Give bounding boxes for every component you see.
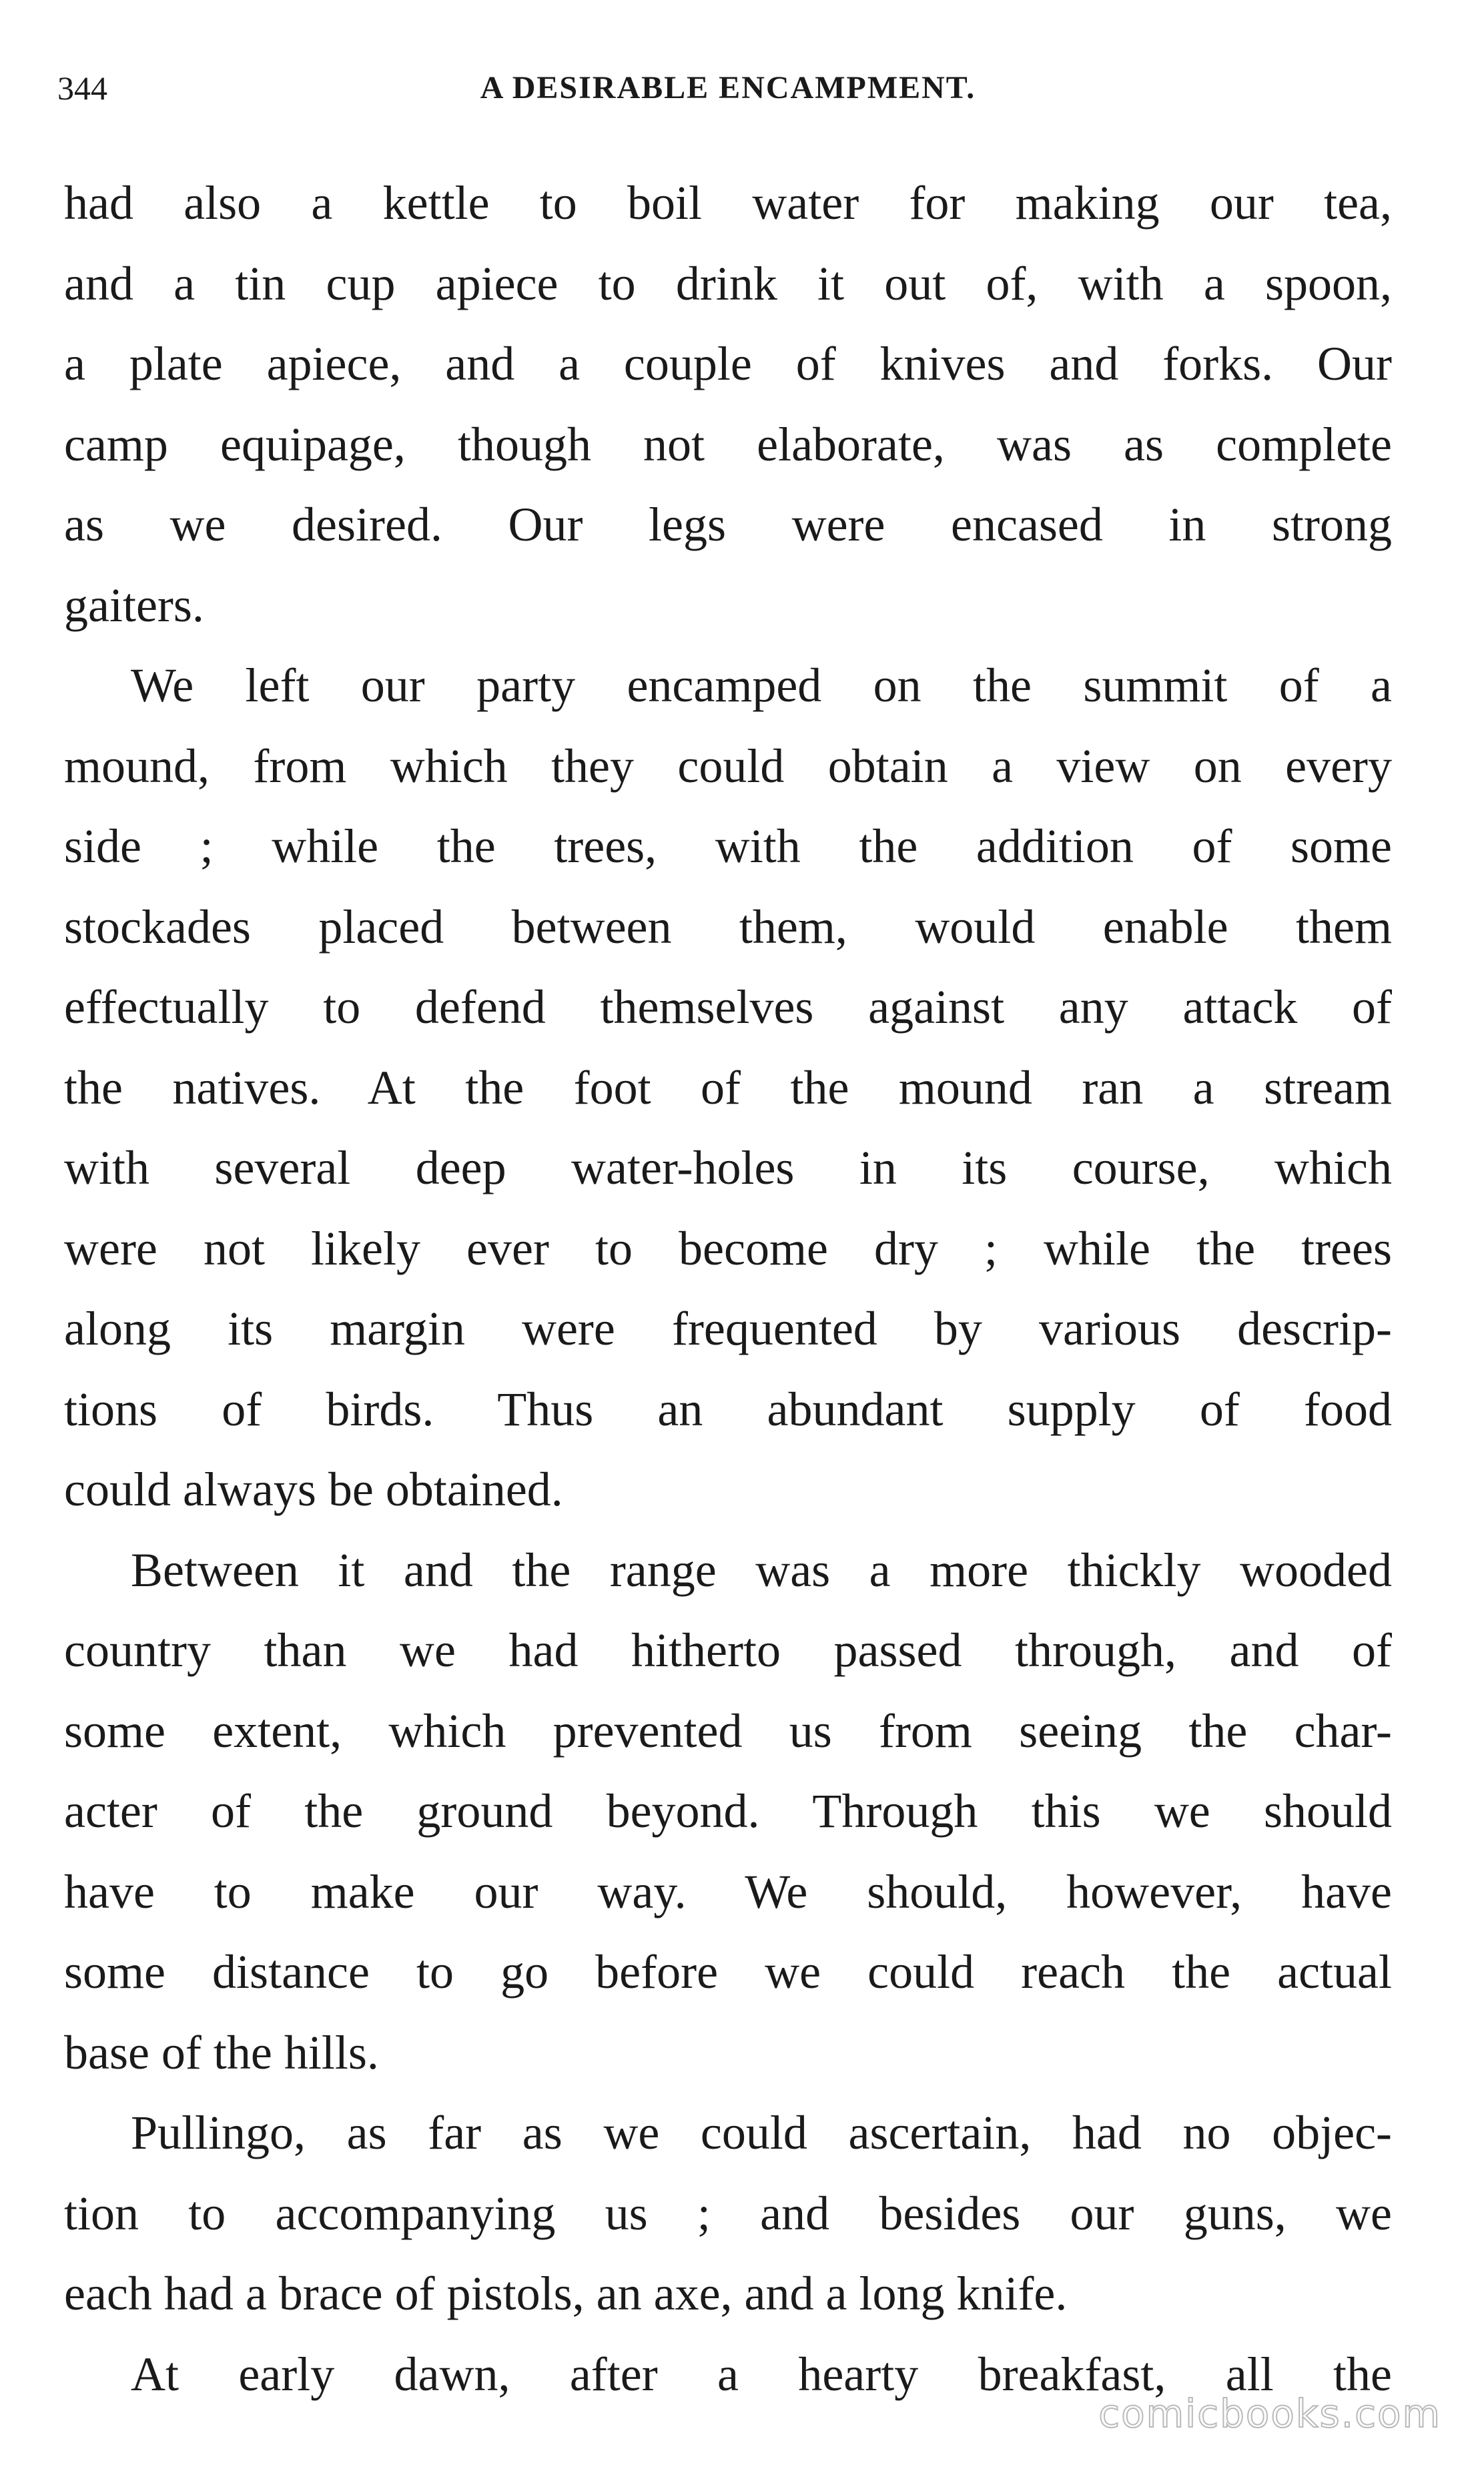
page-header [57, 61, 1399, 115]
text-line: We left our party encamped on the summit of a [131, 659, 1392, 712]
text-line: acter of the ground beyond. Through this we should [64, 1784, 1392, 1838]
text-line: camp equipage, though not elaborate, was as complete [64, 417, 1392, 471]
text-line: At early dawn, after a hearty breakfast, all the [131, 2347, 1392, 2401]
text-line: could always be obtained. [64, 1463, 563, 1516]
body-text [64, 163, 1392, 2414]
text-line: stockades placed between them, would enable them [64, 900, 1392, 954]
page-number: 344 [57, 69, 107, 107]
text-line: some extent, which prevented us from seeing the char- [64, 1704, 1392, 1758]
text-line: with several deep water-holes in its course, which [64, 1141, 1392, 1194]
text-line: and a tin cup apiece to drink it out of, with a spoon, [64, 256, 1392, 310]
watermark: comicbooks.com [1098, 2391, 1441, 2436]
text-line: have to make our way. We should, however, have [64, 1864, 1392, 1918]
paragraph [64, 645, 1392, 1530]
text-line: Pullingo, as far as we could ascertain, had no objec- [131, 2106, 1392, 2159]
text-line: mound, from which they could obtain a view on every [64, 739, 1392, 793]
text-line: Between it and the range was a more thickly wooded [131, 1543, 1392, 1597]
paragraph [64, 1530, 1392, 2093]
text-line: a plate apiece, and a couple of knives and forks. Our [64, 337, 1392, 390]
text-line: side ; while the trees, with the addition of some [64, 819, 1392, 873]
text-line: effectually to defend themselves against any attack of [64, 980, 1392, 1034]
text-line: country than we had hitherto passed through, and of [64, 1624, 1392, 1677]
text-line: base of the hills. [64, 2025, 379, 2079]
text-line: as we desired. Our legs were encased in strong [64, 498, 1392, 551]
text-line: some distance to go before we could reach the actual [64, 1945, 1392, 1999]
text-line: had also a kettle to boil water for making our tea, [64, 176, 1392, 230]
text-line: the natives. At the foot of the mound ran a stream [64, 1060, 1392, 1114]
text-line: tions of birds. Thus an abundant supply of food [64, 1382, 1392, 1436]
text-line: along its margin were frequented by various descrip- [64, 1302, 1392, 1355]
text-line: gaiters. [64, 578, 204, 632]
paragraph [64, 163, 1392, 645]
text-line: were not likely ever to become dry ; while the trees [64, 1221, 1392, 1275]
running-title: A DESIRABLE ENCAMPMENT. [480, 70, 976, 105]
text-line: tion to accompanying us ; and besides our guns, we [64, 2186, 1392, 2240]
paragraph [64, 2093, 1392, 2334]
text-line: each had a brace of pistols, an axe, and a long knife. [64, 2267, 1068, 2320]
